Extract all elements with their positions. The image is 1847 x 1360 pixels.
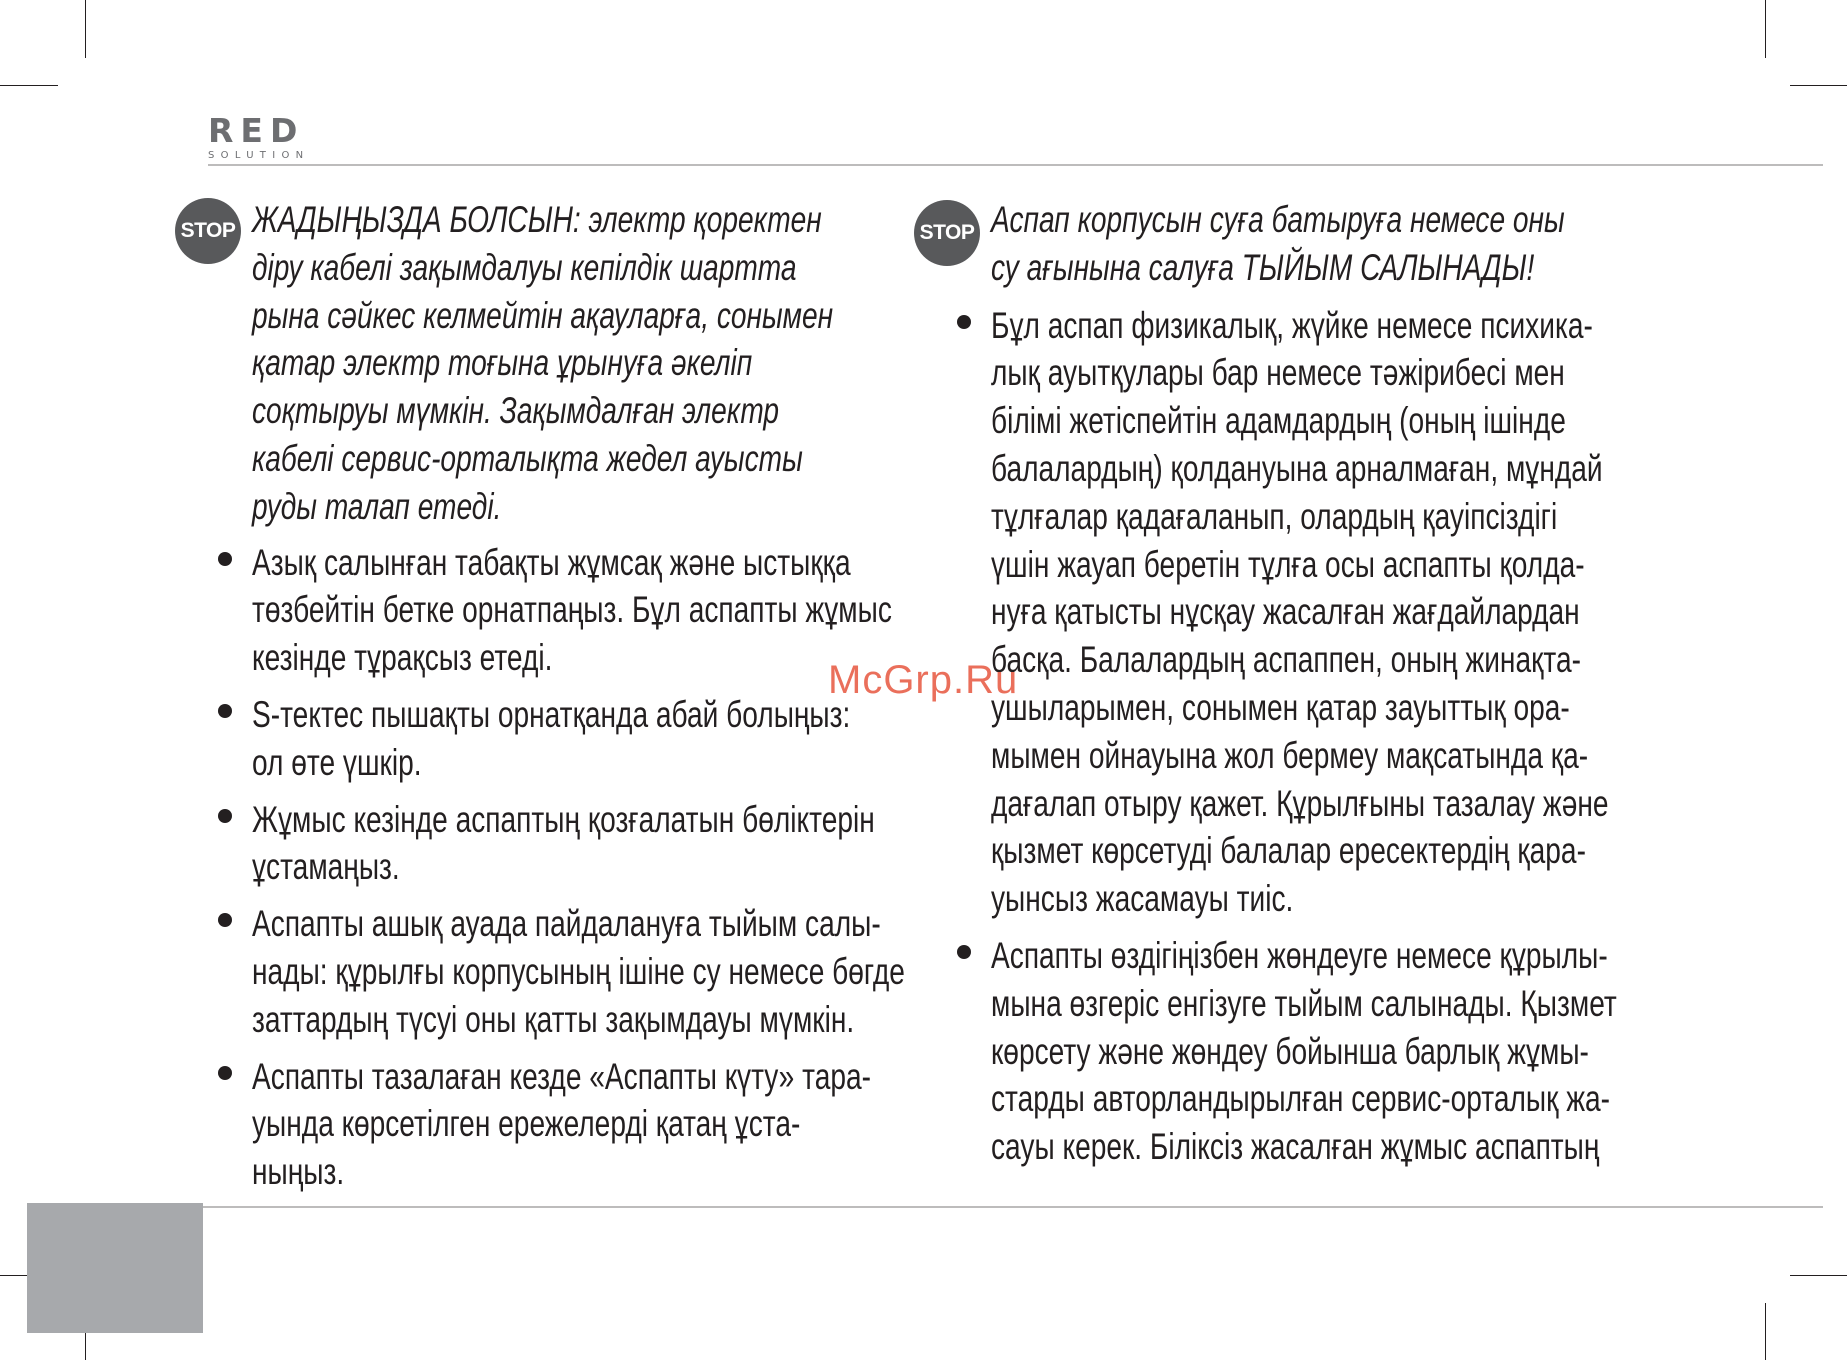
bullet-icon xyxy=(957,315,971,329)
warning-notice xyxy=(991,196,1639,292)
brand-logo xyxy=(208,111,328,161)
text-line: рына сәйкес келмейтін ақауларға, сонымен xyxy=(252,294,834,336)
text-line: Аспапты ашық ауада пайдалануға тыйым салы- xyxy=(252,903,881,945)
warning-notice xyxy=(252,196,900,531)
text-line: Бұл аспап физикалық, жүйке немесе психика- xyxy=(991,304,1593,346)
text-line: көрсету және жөндеу бойынша барлық жұмы- xyxy=(991,1030,1589,1072)
crop-mark xyxy=(85,0,86,58)
text-line: Аспапты тазалаған кезде «Аспапты күту» тара- xyxy=(252,1055,871,1097)
text-line: діру кабелі зақымдалуы кепілдік шартта xyxy=(252,246,797,288)
brand-name: RED xyxy=(208,111,305,150)
text-line: Жұмыс кезінде аспаптың қозғалатын бөліктерін xyxy=(252,798,875,840)
brand-tagline: SOLUTION xyxy=(208,150,310,161)
stop-sign-icon: STOP xyxy=(914,200,980,266)
crop-mark xyxy=(1790,1275,1847,1276)
footer-rule xyxy=(27,1206,1823,1208)
text-line: су ағынына салуға ТЫЙЫМ САЛЫНАДЫ! xyxy=(991,246,1535,288)
text-line: мымен ойнауына жол бермеу мақсатында қа- xyxy=(991,734,1589,776)
list-item-text xyxy=(252,900,905,1043)
right-column xyxy=(991,196,1639,1180)
text-line: нады: құрылғы корпусының ішіне су немесе бөгде xyxy=(252,950,905,992)
text-line: уынсыз жасамауы тиіс. xyxy=(991,878,1294,920)
bullet-icon xyxy=(218,552,232,566)
page-number-block xyxy=(27,1203,203,1333)
text-line: Аспапты өздігіңізбен жөндеуге немесе құрылы- xyxy=(991,934,1608,976)
list-item-text xyxy=(252,691,900,787)
list-item xyxy=(252,691,900,787)
bullet-icon xyxy=(218,1066,232,1080)
list-item xyxy=(252,900,905,1043)
list-item xyxy=(252,796,900,892)
crop-mark xyxy=(1765,0,1766,58)
bullet-icon xyxy=(218,809,232,823)
text-line: уында көрсетілген ережелерді қатаң ұста- xyxy=(252,1103,801,1145)
text-line: старды авторландырылған сервис-орталық жа- xyxy=(991,1078,1611,1120)
bullet-list xyxy=(991,302,1639,1171)
list-item-text xyxy=(252,796,900,892)
list-item-text xyxy=(252,1053,900,1196)
text-line: басқа. Балалардың аспаппен, оның жинақта- xyxy=(991,639,1581,681)
text-line: Азық салынған табақты жұмсақ және ыстыққа xyxy=(252,541,851,583)
bullet-list xyxy=(252,539,905,1196)
bullet-icon xyxy=(218,704,232,718)
header-rule xyxy=(208,164,1823,166)
text-line: соқтыруы мүмкін. Зақымдалған электр xyxy=(252,390,780,432)
text-line: нуға қатысты нұсқау жасалған жағдайлардан xyxy=(991,591,1580,633)
text-line: төзбейтін бетке орнатпаңыз. Бұл аспапты жұмыс xyxy=(252,589,892,631)
watermark: McGrp.Ru xyxy=(828,658,1019,702)
text-line: дағалап отыру қажет. Құрылғыны тазалау және xyxy=(991,782,1609,824)
text-line: руды талап етеді. xyxy=(252,485,502,527)
text-line: қатар электр тоғына ұрынуға әкеліп xyxy=(252,342,753,384)
text-line: лық ауытқулары бар немесе тәжірибесі мен xyxy=(991,352,1565,394)
list-item xyxy=(991,302,1639,923)
text-line: білімі жетіспейтін адамдардың (оның ішінде xyxy=(991,400,1566,442)
list-item-text xyxy=(991,302,1639,923)
stop-sign-icon: STOP xyxy=(175,198,241,264)
list-item xyxy=(252,539,900,682)
crop-mark xyxy=(1790,85,1847,86)
crop-mark xyxy=(1765,1303,1766,1360)
text-line: тұлғалар қадағаланып, олардың қауіпсіздігі xyxy=(991,495,1558,537)
text-line: Аспап корпусын суға батыруға немесе оны xyxy=(991,199,1565,240)
bullet-icon xyxy=(957,945,971,959)
text-line: балалардың) қолдануына арналмаған, мұндай xyxy=(991,447,1603,489)
text-line: кабелі сервис-орталықта жедел ауысты xyxy=(252,437,803,479)
text-line: ЖАДЫҢЫЗДА БОЛСЫН: электр қоректен xyxy=(252,199,822,240)
text-line: сауы керек. Біліксіз жасалған жұмыс аспаптың xyxy=(991,1126,1600,1168)
list-item xyxy=(991,932,1639,1171)
crop-mark xyxy=(0,85,58,86)
text-line: кезінде тұрақсыз етеді. xyxy=(252,637,553,679)
left-column xyxy=(252,196,905,1205)
text-line: S-тектес пышақты орнатқанда абай болыңыз: xyxy=(252,693,851,735)
list-item xyxy=(252,1053,900,1196)
text-line: ныңыз. xyxy=(252,1151,345,1193)
text-line: қызмет көрсетуді балалар ересектердің қара- xyxy=(991,830,1586,872)
text-line: мына өзгеріс енгізуге тыйым салынады. Қызмет xyxy=(991,982,1617,1024)
text-line: ұстамаңыз. xyxy=(252,846,400,888)
text-line: ол өте үшкір. xyxy=(252,741,422,783)
list-item-text xyxy=(991,932,1639,1171)
bullet-icon xyxy=(218,913,232,927)
text-line: заттардың түсуі оны қатты зақымдауы мүмкін. xyxy=(252,998,855,1040)
text-line: үшін жауап беретін тұлға осы аспапты қолда- xyxy=(991,543,1585,585)
list-item-text xyxy=(252,539,900,682)
text-line: ушыларымен, сонымен қатар зауыттық ора- xyxy=(991,686,1570,728)
